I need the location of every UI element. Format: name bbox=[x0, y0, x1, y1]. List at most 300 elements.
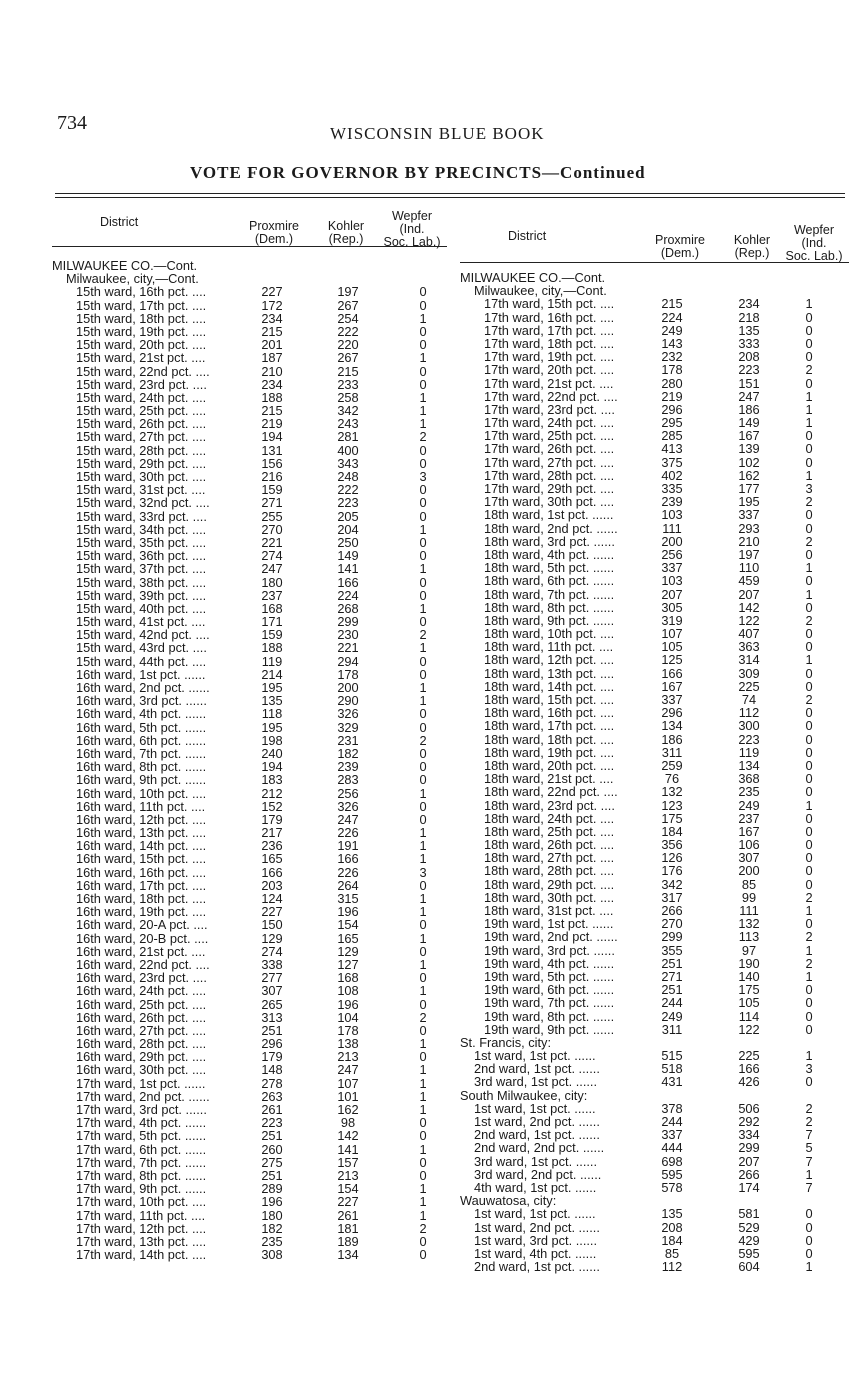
wepfer-votes: 0 bbox=[419, 614, 427, 630]
district-name: 17th ward, 8th pct. ...... bbox=[76, 1167, 207, 1183]
kohler-votes: 426 bbox=[738, 1074, 760, 1090]
kohler-votes: 162 bbox=[337, 1102, 359, 1117]
header-district: District bbox=[100, 215, 139, 229]
district-name: 17th ward, 2nd pct. ...... bbox=[76, 1088, 210, 1104]
wepfer-votes: 0 bbox=[805, 837, 813, 853]
district-name: 18th ward, 21st pct. .... bbox=[484, 771, 614, 787]
district-name: 18th ward, 19th pct. .... bbox=[484, 744, 615, 760]
district-name: 18th ward, 3rd pct. ...... bbox=[484, 533, 615, 549]
precinct-row bbox=[52, 984, 447, 997]
wepfer-votes: 2 bbox=[419, 1009, 427, 1025]
kohler-votes: 113 bbox=[738, 929, 760, 945]
wepfer-votes: 0 bbox=[805, 850, 813, 866]
proxmire-votes: 274 bbox=[261, 548, 283, 564]
district-name: 16th ward, 30th pct. .... bbox=[76, 1062, 207, 1078]
proxmire-votes: 198 bbox=[261, 732, 283, 748]
precinct-row bbox=[52, 1077, 447, 1090]
proxmire-votes: 319 bbox=[661, 612, 683, 628]
header-kohler bbox=[724, 234, 780, 260]
proxmire-votes: 210 bbox=[261, 363, 283, 379]
kohler-votes: 299 bbox=[337, 614, 359, 630]
kohler-votes: 267 bbox=[337, 350, 359, 366]
wepfer-votes: 0 bbox=[419, 759, 427, 775]
proxmire-votes: 166 bbox=[261, 864, 283, 880]
kohler-votes: 256 bbox=[337, 785, 359, 801]
district-name: 15th ward, 43rd pct. .... bbox=[76, 640, 207, 656]
wepfer-votes: 0 bbox=[805, 771, 813, 787]
proxmire-votes: 159 bbox=[261, 482, 283, 498]
wepfer-votes: 0 bbox=[419, 587, 427, 603]
kohler-votes: 249 bbox=[738, 797, 760, 813]
proxmire-votes: 217 bbox=[261, 825, 283, 841]
wepfer-votes: 0 bbox=[805, 1232, 813, 1248]
district-name: 18th ward, 8th pct. ...... bbox=[484, 599, 615, 615]
proxmire-votes: 337 bbox=[661, 560, 683, 576]
proxmire-votes: 188 bbox=[261, 389, 283, 405]
kohler-votes: 239 bbox=[337, 759, 359, 775]
precinct-row bbox=[52, 562, 447, 575]
precinct-row bbox=[460, 785, 855, 798]
proxmire-votes: 129 bbox=[261, 930, 283, 946]
wepfer-votes: 0 bbox=[419, 1049, 427, 1065]
wepfer-votes: 0 bbox=[419, 1022, 427, 1038]
proxmire-votes: 313 bbox=[261, 1009, 283, 1025]
wepfer-votes: 0 bbox=[419, 1115, 427, 1131]
proxmire-votes: 311 bbox=[661, 744, 683, 760]
wepfer-votes: 0 bbox=[419, 574, 427, 590]
wepfer-votes: 1 bbox=[419, 1207, 427, 1223]
kohler-votes: 307 bbox=[738, 850, 760, 866]
proxmire-votes: 251 bbox=[661, 982, 683, 998]
wepfer-votes: 0 bbox=[419, 745, 427, 761]
wepfer-votes: 1 bbox=[419, 983, 427, 999]
proxmire-votes: 168 bbox=[261, 600, 283, 616]
wepfer-votes: 2 bbox=[805, 929, 813, 945]
kohler-votes: 293 bbox=[738, 520, 760, 536]
proxmire-votes: 285 bbox=[661, 428, 683, 444]
proxmire-votes: 184 bbox=[661, 823, 683, 839]
proxmire-votes: 277 bbox=[261, 970, 283, 986]
precinct-row bbox=[460, 1221, 855, 1234]
proxmire-votes: 595 bbox=[661, 1166, 683, 1182]
precinct-row bbox=[460, 442, 855, 455]
wepfer-votes: 0 bbox=[805, 322, 813, 338]
wepfer-votes: 1 bbox=[419, 350, 427, 366]
precinct-row bbox=[52, 1011, 447, 1024]
kohler-votes: 189 bbox=[337, 1233, 359, 1249]
proxmire-votes: 103 bbox=[661, 573, 683, 589]
wepfer-votes: 0 bbox=[805, 1206, 813, 1222]
proxmire-votes: 413 bbox=[661, 441, 683, 457]
district-name: 15th ward, 29th pct. .... bbox=[76, 455, 207, 471]
precinct-row bbox=[52, 1222, 447, 1235]
kohler-votes: 213 bbox=[337, 1167, 359, 1183]
kohler-votes: 99 bbox=[741, 889, 757, 905]
kohler-votes: 204 bbox=[337, 521, 359, 537]
precinct-row bbox=[52, 773, 447, 786]
kohler-votes: 190 bbox=[738, 955, 760, 971]
kohler-votes: 368 bbox=[738, 771, 760, 787]
wepfer-votes: 0 bbox=[419, 534, 427, 550]
proxmire-votes: 132 bbox=[661, 784, 683, 800]
proxmire-votes: 227 bbox=[261, 284, 283, 300]
district-name: 16th ward, 19th pct. .... bbox=[76, 904, 207, 920]
district-name: 18th ward, 1st pct. ...... bbox=[484, 507, 614, 523]
precinct-row bbox=[52, 312, 447, 325]
proxmire-votes: 200 bbox=[661, 533, 683, 549]
kohler-votes: 247 bbox=[337, 811, 359, 827]
district-name: 18th ward, 2nd pct. ...... bbox=[484, 520, 618, 536]
proxmire-votes: 216 bbox=[261, 469, 283, 484]
kohler-votes: 226 bbox=[337, 825, 359, 841]
proxmire-votes: 278 bbox=[261, 1075, 283, 1091]
district-name: 15th ward, 40th pct. .... bbox=[76, 600, 207, 616]
district-name: 18th ward, 9th pct. ...... bbox=[484, 612, 615, 628]
wepfer-votes: 3 bbox=[805, 1061, 813, 1077]
wepfer-votes: 0 bbox=[805, 863, 813, 879]
proxmire-votes: 271 bbox=[261, 495, 283, 511]
wepfer-votes: 1 bbox=[805, 1259, 813, 1275]
precinct-row bbox=[460, 746, 855, 759]
district-name: 16th ward, 25th pct. .... bbox=[76, 996, 207, 1012]
district-name: South Milwaukee, city: bbox=[460, 1087, 588, 1103]
kohler-votes: 119 bbox=[738, 744, 760, 760]
kohler-votes: 290 bbox=[337, 693, 359, 709]
district-name: 16th ward, 2nd pct. ...... bbox=[76, 680, 210, 695]
kohler-votes: 250 bbox=[337, 534, 359, 550]
precinct-row bbox=[52, 945, 447, 958]
precinct-row bbox=[460, 574, 855, 587]
wepfer-votes: 0 bbox=[805, 375, 813, 391]
wepfer-votes: 0 bbox=[419, 1154, 427, 1170]
proxmire-votes: 194 bbox=[261, 429, 283, 445]
proxmire-votes: 251 bbox=[261, 1128, 283, 1144]
wepfer-votes: 0 bbox=[805, 349, 813, 365]
district-name: MILWAUKEE CO.—Cont. bbox=[460, 270, 606, 285]
kohler-votes: 181 bbox=[337, 1220, 359, 1236]
district-name: 15th ward, 35th pct. .... bbox=[76, 534, 207, 550]
district-name: 15th ward, 22nd pct. .... bbox=[76, 363, 210, 379]
wepfer-votes: 1 bbox=[419, 680, 427, 695]
district-name: 16th ward, 3rd pct. ...... bbox=[76, 693, 207, 709]
district-name: 15th ward, 18th pct. .... bbox=[76, 310, 207, 326]
precinct-row bbox=[52, 918, 447, 931]
district-name: 18th ward, 5th pct. ...... bbox=[484, 560, 615, 576]
wepfer-votes: 1 bbox=[419, 600, 427, 616]
wepfer-votes: 2 bbox=[419, 627, 427, 643]
precinct-row bbox=[460, 1141, 855, 1154]
proxmire-votes: 118 bbox=[261, 706, 283, 722]
header-kohler bbox=[318, 220, 374, 246]
district-name: 18th ward, 17th pct. .... bbox=[484, 718, 615, 734]
proxmire-votes: 335 bbox=[661, 481, 683, 496]
precinct-row bbox=[52, 589, 447, 602]
kohler-votes: 342 bbox=[337, 403, 359, 419]
wepfer-votes: 0 bbox=[805, 757, 813, 773]
precinct-row bbox=[460, 944, 855, 957]
proxmire-votes: 156 bbox=[261, 455, 283, 471]
district-name: 16th ward, 22nd pct. .... bbox=[76, 956, 210, 972]
kohler-votes: 225 bbox=[738, 1048, 760, 1064]
district-name: 19th ward, 9th pct. ...... bbox=[484, 1021, 615, 1037]
kohler-votes: 459 bbox=[738, 573, 760, 589]
kohler-votes: 186 bbox=[738, 401, 760, 417]
precinct-rows bbox=[460, 271, 855, 1273]
kohler-votes: 227 bbox=[337, 1194, 359, 1210]
proxmire-votes: 135 bbox=[661, 1206, 683, 1222]
district-name: 1st ward, 1st pct. ...... bbox=[474, 1048, 596, 1064]
kohler-votes: 258 bbox=[337, 389, 359, 405]
kohler-votes: 200 bbox=[738, 863, 760, 879]
precinct-row bbox=[460, 1207, 855, 1220]
kohler-votes: 237 bbox=[738, 810, 760, 826]
district-name: 19th ward, 6th pct. ...... bbox=[484, 982, 615, 998]
header-kohler-party: (Rep.) bbox=[734, 246, 770, 260]
wepfer-votes: 0 bbox=[419, 337, 427, 353]
kohler-votes: 74 bbox=[741, 692, 757, 707]
kohler-votes: 132 bbox=[738, 916, 760, 932]
wepfer-votes: 0 bbox=[419, 495, 427, 511]
proxmire-votes: 125 bbox=[661, 652, 683, 668]
kohler-votes: 165 bbox=[337, 930, 359, 946]
district-name: 15th ward, 37th pct. .... bbox=[76, 561, 207, 577]
proxmire-votes: 337 bbox=[661, 692, 683, 707]
precinct-row bbox=[460, 456, 855, 469]
proxmire-votes: 111 bbox=[662, 520, 682, 536]
proxmire-votes: 195 bbox=[261, 680, 283, 695]
wepfer-votes: 2 bbox=[805, 1114, 813, 1129]
district-name: 19th ward, 2nd pct. ...... bbox=[484, 929, 618, 945]
proxmire-votes: 402 bbox=[661, 467, 683, 483]
kohler-votes: 196 bbox=[337, 904, 359, 920]
wepfer-votes: 0 bbox=[805, 876, 813, 892]
header-wepfer-party2: Soc. Lab.) bbox=[383, 235, 441, 249]
district-name: 1st ward, 4th pct. ...... bbox=[474, 1245, 597, 1261]
wepfer-votes: 2 bbox=[805, 612, 813, 628]
kohler-votes: 85 bbox=[741, 876, 757, 892]
kohler-votes: 266 bbox=[738, 1166, 760, 1182]
kohler-votes: 343 bbox=[337, 455, 359, 471]
header-kohler-name: Kohler bbox=[733, 233, 771, 247]
kohler-votes: 175 bbox=[738, 982, 760, 998]
district-name: 17th ward, 26th pct. .... bbox=[484, 441, 615, 457]
wepfer-votes: 0 bbox=[419, 1128, 427, 1144]
kohler-votes: 135 bbox=[738, 322, 760, 338]
district-name: 17th ward, 22nd pct. .... bbox=[484, 388, 618, 404]
proxmire-votes: 183 bbox=[261, 772, 283, 788]
running-head: WISCONSIN BLUE BOOK bbox=[330, 124, 545, 143]
kohler-votes: 407 bbox=[738, 626, 760, 642]
precinct-row bbox=[52, 852, 447, 865]
district-name: 17th ward, 13th pct. .... bbox=[76, 1233, 207, 1249]
district-name: 18th ward, 13th pct. .... bbox=[484, 665, 615, 681]
district-name: 18th ward, 27th pct. .... bbox=[484, 850, 615, 866]
district-name: 15th ward, 25th pct. .... bbox=[76, 403, 207, 419]
precinct-row bbox=[52, 1156, 447, 1169]
kohler-votes: 197 bbox=[337, 284, 359, 300]
precinct-row bbox=[52, 721, 447, 734]
kohler-votes: 223 bbox=[738, 362, 760, 378]
wepfer-votes: 1 bbox=[419, 1102, 427, 1117]
kohler-votes: 326 bbox=[337, 706, 359, 722]
district-name: 17th ward, 28th pct. .... bbox=[484, 467, 615, 483]
proxmire-votes: 247 bbox=[261, 561, 283, 577]
district-name: 16th ward, 13th pct. .... bbox=[76, 825, 207, 841]
district-name: Milwaukee, city,—Cont. bbox=[66, 271, 199, 287]
proxmire-votes: 355 bbox=[661, 942, 683, 958]
kohler-votes: 97 bbox=[741, 942, 757, 958]
district-name: 16th ward, 16th pct. .... bbox=[76, 864, 207, 880]
proxmire-votes: 232 bbox=[661, 349, 683, 365]
district-name: 19th ward, 4th pct. ...... bbox=[484, 955, 615, 971]
wepfer-votes: 1 bbox=[419, 838, 427, 854]
wepfer-votes: 1 bbox=[419, 1075, 427, 1091]
proxmire-votes: 186 bbox=[661, 731, 683, 747]
wepfer-votes: 0 bbox=[419, 442, 427, 458]
district-name: 16th ward, 18th pct. .... bbox=[76, 891, 207, 906]
wepfer-votes: 1 bbox=[805, 942, 813, 958]
wepfer-votes: 0 bbox=[805, 995, 813, 1011]
wepfer-votes: 1 bbox=[419, 693, 427, 709]
kohler-votes: 581 bbox=[738, 1206, 760, 1222]
wepfer-votes: 1 bbox=[419, 640, 427, 656]
proxmire-votes: 251 bbox=[661, 955, 683, 971]
district-name: MILWAUKEE CO.—Cont. bbox=[52, 258, 198, 273]
kohler-votes: 292 bbox=[738, 1114, 760, 1129]
precinct-row bbox=[460, 297, 855, 310]
wepfer-votes: 0 bbox=[805, 982, 813, 998]
wepfer-votes: 7 bbox=[805, 1153, 813, 1169]
proxmire-votes: 107 bbox=[661, 626, 683, 642]
district-name: 17th ward, 12th pct. .... bbox=[76, 1220, 207, 1236]
proxmire-votes: 578 bbox=[661, 1179, 683, 1195]
precinct-row bbox=[52, 800, 447, 813]
kohler-votes: 595 bbox=[738, 1245, 760, 1261]
proxmire-votes: 135 bbox=[261, 693, 283, 709]
wepfer-votes: 0 bbox=[805, 705, 813, 721]
wepfer-votes: 0 bbox=[419, 284, 427, 300]
precinct-row bbox=[460, 957, 855, 970]
kohler-votes: 329 bbox=[337, 719, 359, 735]
kohler-votes: 197 bbox=[738, 546, 760, 562]
kohler-votes: 104 bbox=[337, 1009, 359, 1025]
wepfer-votes: 2 bbox=[805, 362, 813, 378]
district-name: 18th ward, 26th pct. .... bbox=[484, 837, 615, 853]
district-name: 16th ward, 6th pct. ...... bbox=[76, 732, 207, 748]
precinct-row bbox=[52, 641, 447, 654]
kohler-votes: 122 bbox=[738, 612, 760, 628]
district-name: 17th ward, 4th pct. ...... bbox=[76, 1115, 207, 1131]
proxmire-votes: 274 bbox=[261, 943, 283, 959]
district-name: 17th ward, 18th pct. .... bbox=[484, 335, 615, 351]
wepfer-votes: 1 bbox=[419, 561, 427, 577]
district-name: 18th ward, 30th pct. .... bbox=[484, 889, 615, 905]
proxmire-votes: 249 bbox=[661, 322, 683, 338]
district-name: 15th ward, 42nd pct. .... bbox=[76, 627, 210, 643]
precinct-row bbox=[52, 1063, 447, 1076]
kohler-votes: 182 bbox=[337, 745, 359, 761]
proxmire-votes: 194 bbox=[261, 759, 283, 775]
kohler-votes: 154 bbox=[337, 1181, 359, 1197]
wepfer-votes: 1 bbox=[419, 956, 427, 972]
district-name: 15th ward, 28th pct. .... bbox=[76, 442, 207, 458]
precinct-row bbox=[460, 535, 855, 548]
kohler-votes: 264 bbox=[337, 877, 359, 893]
district-name: 18th ward, 11th pct. .... bbox=[484, 639, 614, 655]
proxmire-votes: 270 bbox=[261, 521, 283, 537]
kohler-votes: 140 bbox=[738, 968, 760, 984]
proxmire-votes: 305 bbox=[661, 599, 683, 615]
proxmire-votes: 296 bbox=[261, 1036, 283, 1052]
kohler-votes: 106 bbox=[738, 837, 760, 853]
district-name: 1st ward, 2nd pct. ...... bbox=[474, 1219, 600, 1235]
kohler-votes: 114 bbox=[738, 1008, 760, 1024]
proxmire-votes: 236 bbox=[261, 838, 283, 854]
precinct-row bbox=[52, 734, 447, 747]
proxmire-votes: 260 bbox=[261, 1141, 283, 1157]
kohler-votes: 191 bbox=[337, 838, 359, 854]
wepfer-votes: 7 bbox=[805, 1179, 813, 1195]
wepfer-votes: 0 bbox=[805, 573, 813, 589]
header-proxmire bbox=[244, 220, 304, 246]
district-name: 18th ward, 4th pct. ...... bbox=[484, 546, 615, 562]
precinct-row bbox=[460, 588, 855, 601]
district-name: 15th ward, 36th pct. .... bbox=[76, 548, 207, 564]
district-name: 15th ward, 44th pct. .... bbox=[76, 653, 207, 669]
district-name: 16th ward, 20-B pct. .... bbox=[76, 930, 209, 946]
district-name: 15th ward, 39th pct. .... bbox=[76, 587, 207, 603]
kohler-votes: 205 bbox=[337, 508, 359, 524]
proxmire-votes: 311 bbox=[661, 1021, 683, 1037]
district-name: 19th ward, 5th pct. ...... bbox=[484, 968, 615, 984]
precinct-row bbox=[52, 351, 447, 364]
district-name: 18th ward, 22nd pct. .... bbox=[484, 784, 618, 800]
kohler-votes: 167 bbox=[738, 823, 760, 839]
district-name: 16th ward, 28th pct. .... bbox=[76, 1036, 207, 1052]
precinct-row bbox=[52, 299, 447, 312]
kohler-votes: 226 bbox=[337, 864, 359, 880]
proxmire-votes: 203 bbox=[261, 877, 283, 893]
proxmire-votes: 266 bbox=[661, 903, 683, 918]
wepfer-votes: 0 bbox=[419, 811, 427, 827]
kohler-votes: 167 bbox=[738, 428, 760, 444]
district-name: 1st ward, 2nd pct. ...... bbox=[474, 1114, 600, 1129]
district-name: 1st ward, 3rd pct. ...... bbox=[474, 1232, 598, 1248]
kohler-votes: 149 bbox=[337, 548, 359, 564]
kohler-votes: 101 bbox=[337, 1088, 359, 1104]
proxmire-votes: 180 bbox=[261, 574, 283, 590]
district-name: 3rd ward, 1st pct. ...... bbox=[474, 1074, 598, 1090]
precinct-row bbox=[460, 653, 855, 666]
header-kohler-party: (Rep.) bbox=[328, 232, 364, 246]
wepfer-votes: 0 bbox=[419, 1247, 427, 1263]
wepfer-votes: 1 bbox=[419, 416, 427, 432]
precinct-row bbox=[460, 390, 855, 403]
wepfer-votes: 0 bbox=[419, 996, 427, 1012]
kohler-votes: 220 bbox=[337, 337, 359, 353]
wepfer-votes: 1 bbox=[419, 825, 427, 841]
proxmire-votes: 105 bbox=[661, 639, 683, 655]
precinct-row bbox=[52, 866, 447, 879]
precinct-row bbox=[460, 522, 855, 535]
wepfer-votes: 0 bbox=[805, 428, 813, 444]
precinct-row bbox=[460, 812, 855, 825]
proxmire-votes: 251 bbox=[261, 1167, 283, 1183]
precinct-row bbox=[52, 285, 447, 298]
kohler-votes: 149 bbox=[738, 415, 760, 431]
wepfer-votes: 0 bbox=[805, 441, 813, 457]
precinct-row bbox=[460, 508, 855, 521]
